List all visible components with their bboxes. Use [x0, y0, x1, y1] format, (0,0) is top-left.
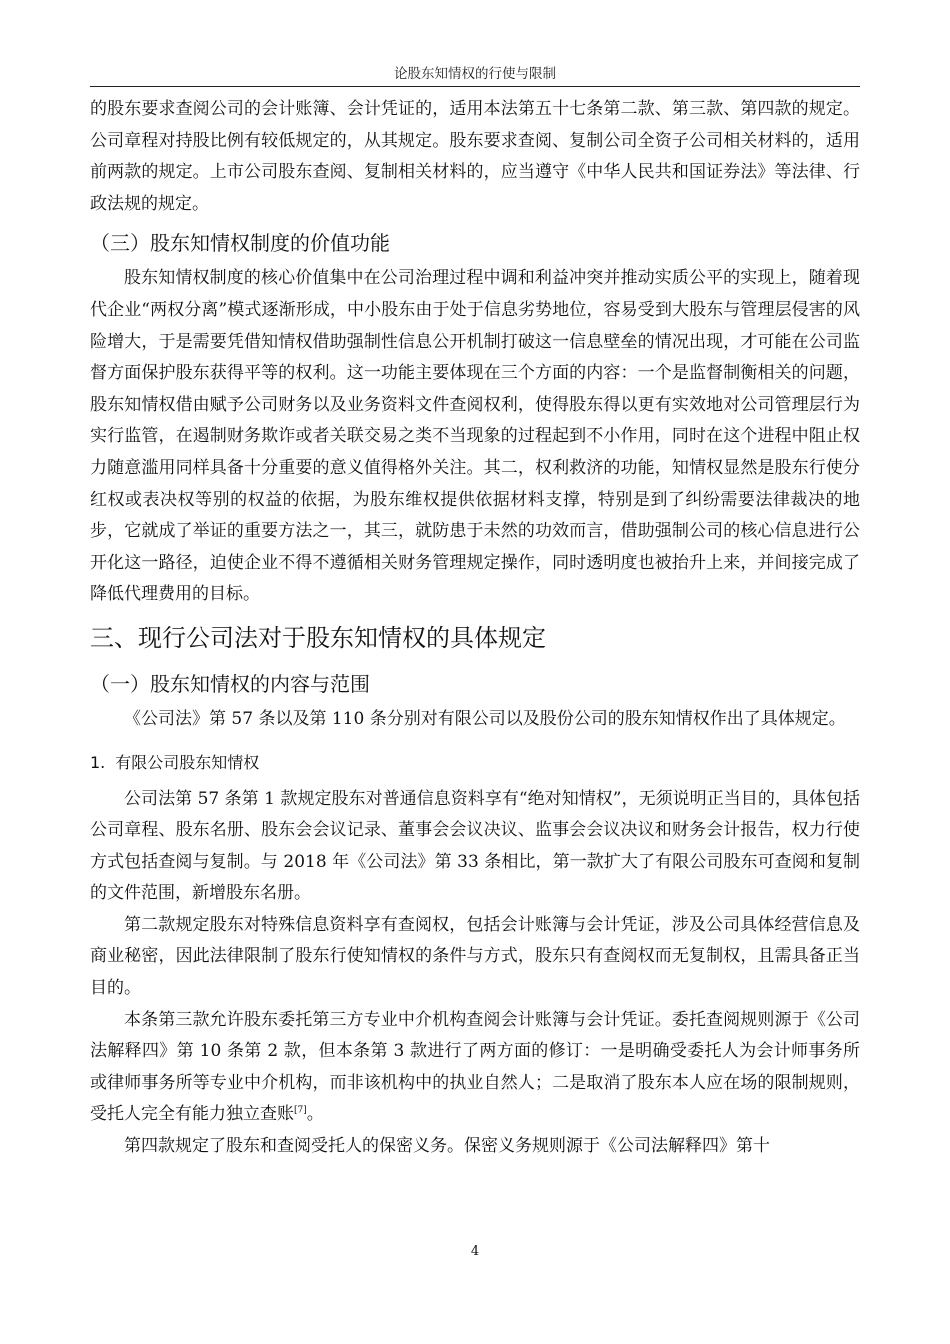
paragraph-value-function: 股东知情权制度的核心价值集中在公司治理过程中调和利益冲突并推动实质公平的实现上，随着现代企业“两权分离”模式逐渐形成，中小股东由于处于信息劣势地位，容易受到大股东与管理层侵害的风险增大，于是需要凭借知情权借助强制性信息公开机制打破这一信息壁垒的情况出现，才可能在公司监督方面保护股东获得平等的权利。这一功能主要体现在三个方面的内容：一个是监督制衡相关的问题，股东知情权借由赋予公司财务以及业务资料文件查阅权利，使得股东得以更有实效地对公司管理层行为实行监管，在遏制财务欺诈或者关联交易之类不当现象的过程起到不小作用，同时在这个进程中阻止权力随意滥用同样具备十分重要的意义值得格外关注。其二，权利救济的功能，知情权显然是股东行使分红权或表决权等别的权益的依据，为股东维权提供依据材料支撑，特别是到了纠纷需要法律裁决的地步，它就成了举证的重要方法之一，其三，就防患于未然的功效而言，借助强制公司的核心信息进行公开化这一路径，迫使企业不得不遵循相关财务管理规定操作，同时透明度也被抬升上来，并间接完成了降低代理费用的目标。	[90, 268, 860, 605]
subsubheading-number: 1.	[90, 752, 106, 772]
page-body	[90, 94, 860, 1163]
header-rule	[90, 86, 860, 87]
paragraph-clause-2: 第二款规定股东对特殊信息资料享有查阅权，包括会计账簿与会计凭证，涉及公司具体经营信息及商业秘密，因此法律限制了股东行使知情权的条件与方式，股东只有查阅权而无复制权，且需具备正当目的。	[90, 914, 860, 999]
subheading-value-function: （三）股东知情权制度的价值功能	[90, 231, 390, 256]
running-header: 论股东知情权的行使与限制	[394, 66, 556, 82]
paragraph-scope-intro: 《公司法》第 57 条以及第 110 条分别对有限公司以及股份公司的股东知情权作出了具体规定。	[124, 708, 846, 729]
paragraph-clause-3-text: 本条第三款允许股东委托第三方专业中介机构查阅会计账簿与会计凭证。委托查阅规则源于《公司法解释四》第 10 条第 2 款，但本条第 3 款进行了两方面的修订：一是明确受委托人为会计师事务所或律师事务所等专业中介机构，而非该机构中的执业自然人；二是取消了股东本人应在场的限制规则，受托人完全有能力独立查账	[90, 1009, 860, 1125]
page-number: 4	[470, 1244, 480, 1259]
section-heading-current-law: 三、现行公司法对于股东知情权的具体规定	[90, 623, 546, 652]
citation-ref: [7]	[294, 1105, 307, 1116]
paragraph-clause-1: 公司法第 57 条第 1 款规定股东对普通信息资料享有“绝对知情权”，无须说明正当目的，具体包括公司章程、股东名册、股东会会议记录、董事会会议决议、监事会会议决议和财务会计报告，权力行使方式包括查阅与复制。与 2018 年《公司法》第 33 条相比，第一款扩大了有限公司股东可查阅和复制的文件范围，新增股东名册。	[90, 788, 860, 904]
subsubheading-llc	[90, 746, 860, 780]
subheading-content-scope: （一）股东知情权的内容与范围	[90, 671, 370, 696]
paragraph-clause-3-end: 。	[306, 1104, 324, 1125]
paragraph-clause-4: 第四款规定了股东和查阅受托人的保密义务。保密义务规则源于《公司法解释四》第十	[124, 1136, 770, 1157]
paragraph-clause-3	[90, 1005, 860, 1131]
paragraph-continued: 的股东要求查阅公司的会计账簿、会计凭证的，适用本法第五十七条第二款、第三款、第四款的规定。公司章程对持股比例有较低规定的，从其规定。股东要求查阅、复制公司全资子公司相关材料的，适用前两款的规定。上市公司股东查阅、复制相关材料的，应当遵守《中华人民共和国证券法》等法律、行政法规的规定。	[90, 99, 860, 214]
subsubheading-text: 有限公司股东知情权	[115, 752, 260, 772]
